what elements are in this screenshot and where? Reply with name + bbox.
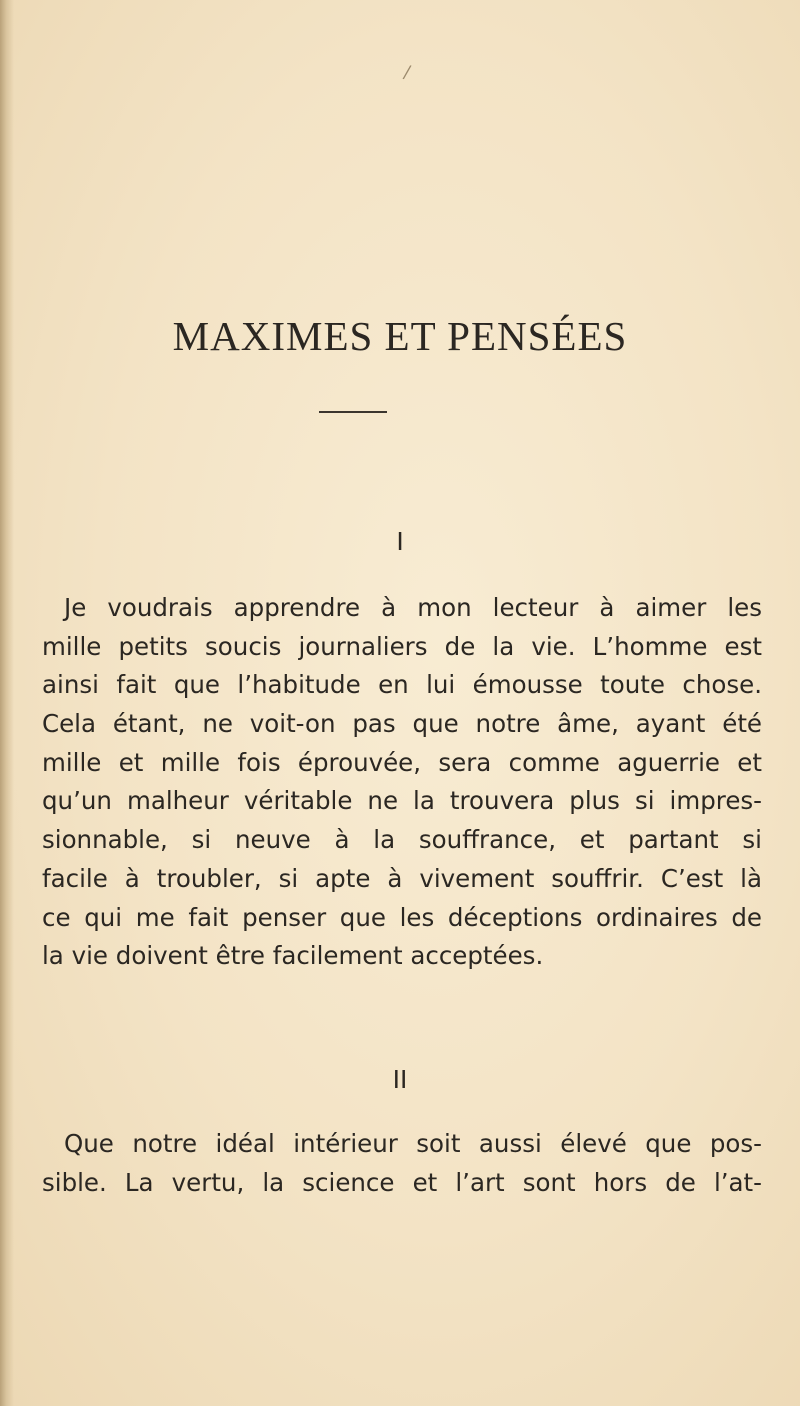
paragraph-line: ainsi fait que l’habitude en lui émousse toute chose. xyxy=(42,670,762,700)
paragraph-line: Cela étant, ne voit-on pas que notre âme, ayant été xyxy=(42,709,762,739)
paragraph-line: facile à troubler, si apte à vivement souffrir. C’est là xyxy=(42,863,762,893)
title-divider xyxy=(319,411,387,413)
paragraph-line: sible. La vertu, la science et l’art sont hors de l’at- xyxy=(42,1167,762,1197)
pencil-mark: / xyxy=(401,61,413,84)
section-2-paragraph xyxy=(42,1125,762,1202)
paragraph-line: mille et mille fois éprouvée, sera comme aguerrie et xyxy=(42,747,762,777)
paragraph-line: sionnable, si neuve à la souffrance, et partant si xyxy=(42,825,762,855)
paragraph-line: Que notre idéal intérieur soit aussi élevé que pos- xyxy=(64,1129,762,1158)
page-gutter-edge xyxy=(0,0,14,1406)
paragraph-line: Je voudrais apprendre à mon lecteur à aimer les xyxy=(64,593,762,622)
paragraph-line: ce qui me fait penser que les déceptions ordinaires de xyxy=(42,902,762,932)
page-title: MAXIMES ET PENSÉES xyxy=(172,313,628,359)
paragraph-line: qu’un malheur véritable ne la trouvera plus si impres- xyxy=(42,786,762,816)
paragraph-line: la vie doivent être facilement acceptées. xyxy=(42,941,544,971)
paragraph-line: mille petits soucis journaliers de la vie. L’homme est xyxy=(42,631,762,661)
section-number-1: I xyxy=(396,527,404,556)
section-number-2: II xyxy=(392,1065,408,1094)
section-1-paragraph xyxy=(42,589,762,976)
